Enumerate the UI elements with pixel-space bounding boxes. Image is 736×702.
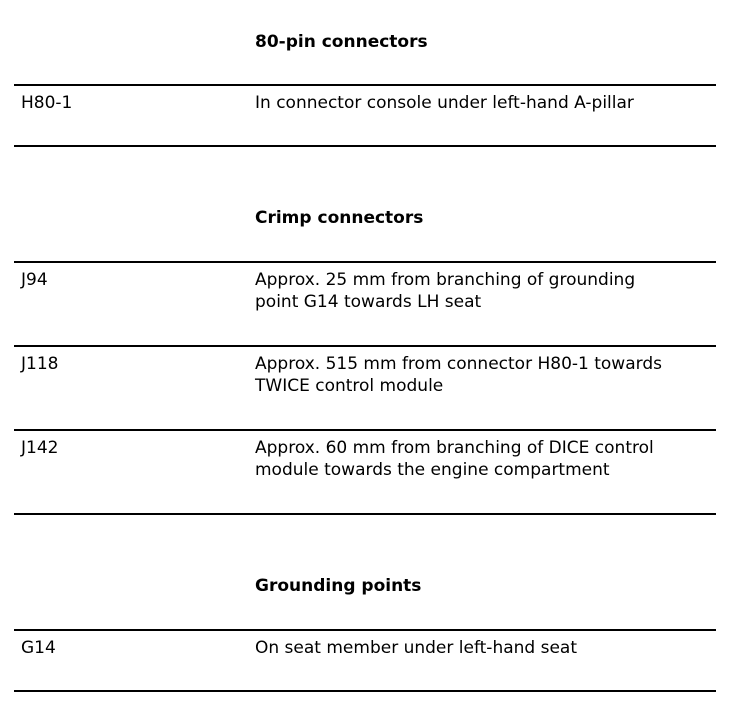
connector-location (255, 437, 715, 481)
location-line: Approx. 515 mm from connector H80-1 towards (255, 354, 662, 374)
section-heading-crimp-connectors: Crimp connectors (255, 208, 424, 228)
location-line: In connector console under left-hand A-pillar (255, 93, 634, 113)
location-line: point G14 towards LH seat (255, 292, 482, 312)
table-rule (14, 629, 716, 631)
location-line: Approx. 25 mm from branching of grounding (255, 270, 636, 290)
section-heading-80-pin-connectors: 80-pin connectors (255, 32, 428, 52)
location-line: On seat member under left-hand seat (255, 638, 578, 658)
grounding-point-code: G14 (21, 638, 56, 658)
table-rule (14, 513, 716, 515)
table-rule (14, 345, 716, 347)
table-rule (14, 261, 716, 263)
section-heading-grounding-points: Grounding points (255, 576, 422, 596)
connector-location (255, 353, 715, 397)
connector-code: J142 (21, 438, 59, 458)
table-rule (14, 145, 716, 147)
location-line: Approx. 60 mm from branching of DICE control (255, 438, 654, 458)
location-line: module towards the engine compartment (255, 460, 610, 480)
connector-code: H80-1 (21, 93, 73, 113)
connector-code: J118 (21, 354, 59, 374)
grounding-point-location (255, 637, 715, 659)
table-rule (14, 84, 716, 86)
table-rule (14, 429, 716, 431)
connector-location (255, 269, 715, 313)
location-line: TWICE control module (255, 376, 444, 396)
connector-location (255, 92, 715, 114)
connector-code: J94 (21, 270, 48, 290)
table-rule (14, 690, 716, 692)
